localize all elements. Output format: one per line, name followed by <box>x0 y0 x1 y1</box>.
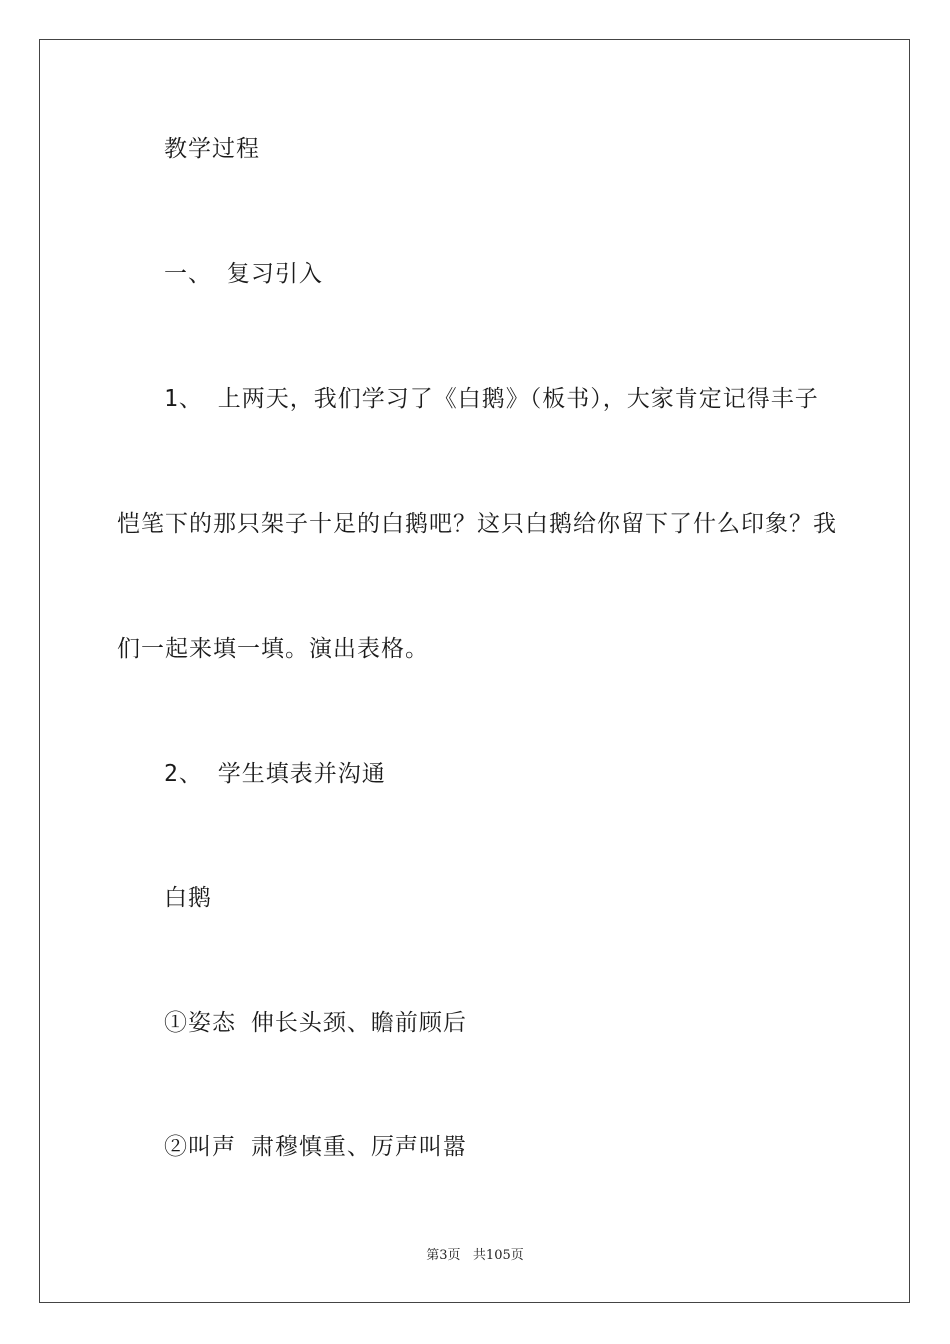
table-title: 白鹅 <box>164 885 212 911</box>
page-footer <box>0 1247 950 1265</box>
step-heading: 2、 学生填表并沟通 <box>164 761 386 787</box>
list-item: ②叫声 肃穆慎重、厉声叫嚣 <box>164 1134 467 1160</box>
paragraph-line: 1、 上两天，我们学习了《白鹅》（板书），大家肯定记得丰子 <box>164 386 819 412</box>
section-heading-teaching-process: 教学过程 <box>164 136 260 162</box>
paragraph-line: 们一起来填一填。演出表格。 <box>117 636 429 662</box>
page-number: 第3页 <box>426 1248 461 1263</box>
subsection-heading-review: 一、 复习引入 <box>164 261 323 287</box>
page-total: 共105页 <box>472 1248 524 1263</box>
page-border <box>39 39 910 1303</box>
list-item: ①姿态 伸长头颈、瞻前顾后 <box>164 1010 467 1036</box>
paragraph-line: 恺笔下的那只架子十足的白鹅吧？这只白鹅给你留下了什么印象？我 <box>117 511 837 537</box>
